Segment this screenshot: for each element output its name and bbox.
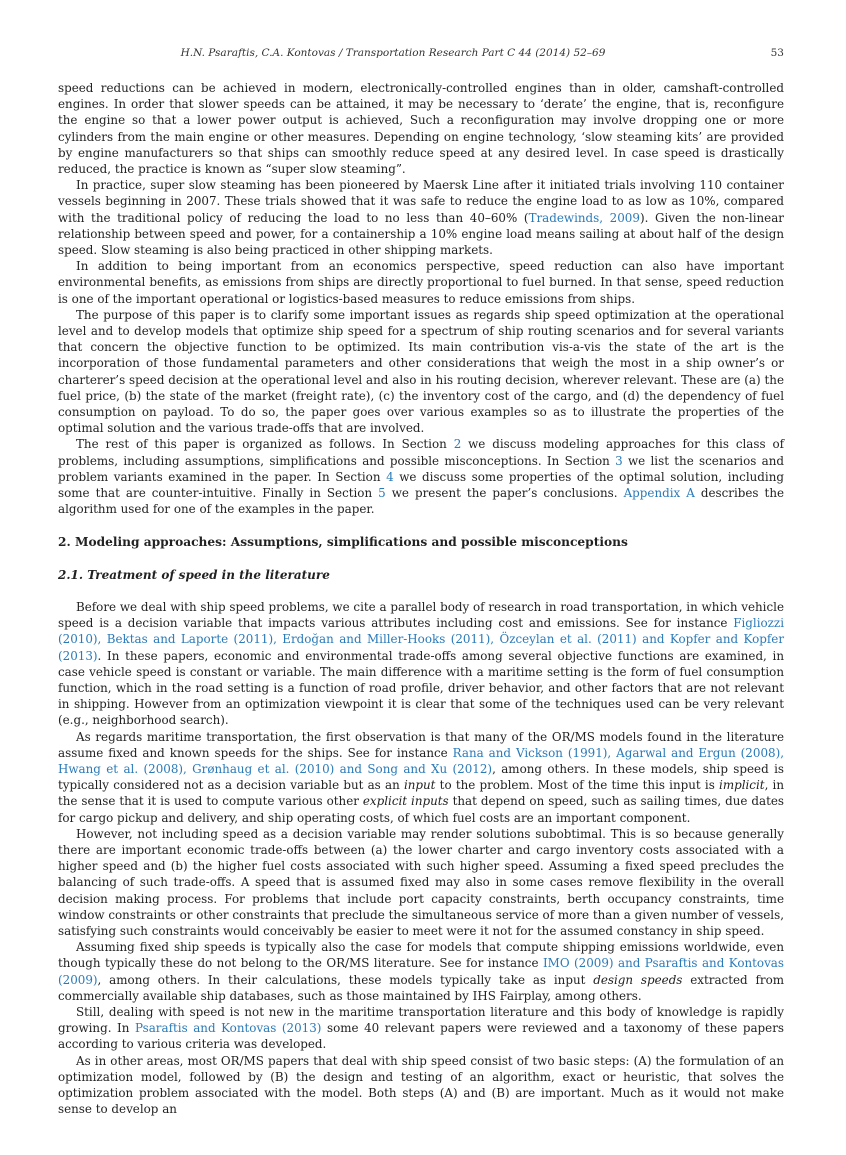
citation-link[interactable]: IMO (2009) and Psaraftis and Kontovas (2009) (58, 956, 785, 987)
text-run: ). Given the non-linear relationship between speed and power, for a containership a 10% engine load means sailing at about half of the design speed. Slow steaming is also being practiced in other shipping markets. (58, 210, 784, 258)
section-heading: 2. Modeling approaches: Assumptions, simplifications and possible misconceptions (58, 535, 628, 550)
paragraph (58, 1004, 784, 1053)
emphasis: implicit (719, 778, 765, 793)
citation-link[interactable]: Tradewinds, 2009 (528, 210, 640, 225)
text-run: . In these papers, economic and environmental trade-offs among several objective functions are examined, in case vehicle speed is constant or variable. The main difference with a maritime setting is the form of fuel consumption function, which in the road setting is a function of road profile, driver behavior, and other factors that are not relevant in shipping. However from an optimization viewpoint it is clear that some of the techniques used can be very relevant (e.g., neighborhood search). (58, 648, 784, 728)
text-run: to the problem. Most of the time this input is (435, 778, 720, 793)
text-run: , among others. In these models, ship speed is typically considered not as a decision variable but as an (58, 761, 784, 793)
running-title: H.N. Psaraftis, C.A. Kontovas / Transportation Research Part C 44 (2014) 52–69 (180, 47, 606, 59)
text-run: Still, dealing with speed is not new in the maritime transportation literature and this body of knowledge is rapidly growing. In (58, 1004, 784, 1036)
paragraph (58, 599, 784, 729)
appendix-link[interactable]: Appendix A (623, 486, 695, 501)
citation-link[interactable]: Psaraftis and Kontovas (2013) (134, 1021, 322, 1036)
text-run: In practice, super slow steaming has been pioneered by Maersk Line after it initiated trials involving 110 container vessels beginning in 2007. These trials showed that it was safe to reduce the engine load to as low as 10%, compared with the traditional policy of reducing the load to no less than 40–60% ( (58, 178, 784, 225)
citation-link[interactable]: Rana and Vickson (1991), Agarwal and Ergun (2008), Hwang et al. (2008), Grønhaug et al. (2010) and Song and Xu (2012) (58, 745, 784, 776)
section-link[interactable]: 5 (378, 486, 386, 501)
text-run: , in the sense that it is used to compute various other (58, 778, 785, 809)
paragraph (58, 939, 784, 1004)
text-run: Assuming fixed ship speeds is typically also the case for models that compute shipping emissions worldwide, even though typically these do not belong to the OR/MS literature. See for instance (58, 940, 784, 971)
section-link[interactable]: 2 (453, 437, 462, 452)
text-run: The rest of this paper is organized as follows. In Section (76, 437, 454, 452)
text-run: we discuss modeling approaches for this class of problems, including assumptions, simplifications and possible misconceptions. In Section (58, 437, 784, 468)
paragraph (58, 80, 784, 177)
text-run: that depend on speed, such as sailing times, due dates for cargo pickup and delivery, and ship operating costs, of which fuel costs are an important component. (58, 794, 784, 825)
paragraph (58, 258, 784, 307)
paragraph (58, 729, 784, 826)
text-run: we list the scenarios and problem variants examined in the paper. In Section (58, 453, 784, 484)
text-run: As regards maritime transportation, the first observation is that many of the OR/MS models found in the literature assume fixed and known speeds for the ships. See for instance (58, 729, 784, 760)
text-run: we discuss some properties of the optimal solution, including some that are counter-intuitive. Finally in Section (58, 469, 784, 501)
text-run: some 40 relevant papers were reviewed and a taxonomy of these papers according to various criteria was developed. (58, 1021, 784, 1052)
text-run: In addition to being important from an economics perspective, speed reduction can also have important environmental benefits, as emissions from ships are directly proportional to fuel burned. In that sense, speed reduction is one of the important operational or logistics-based measures to reduce emissions from ships. (58, 259, 784, 306)
running-header (62, 47, 784, 65)
text-run: describes the algorithm used for one of the examples in the paper. (58, 486, 785, 517)
text-run: , among others. In their calculations, these models typically take as input (97, 972, 594, 987)
emphasis: design speeds (593, 972, 683, 987)
body-text (58, 80, 784, 1117)
emphasis: explicit inputs (362, 794, 449, 809)
text-run: we present the paper’s conclusions. (385, 486, 624, 501)
text-run: As in other areas, most OR/MS papers that deal with ship speed consist of two basic steps: (A) the formulation of an optimization model, followed by (B) the design and testing of an algorithm, exact or heuristic, that solves the optimization problem associated with the model. Both steps (A) and (B) are important. Much as it would not make sense to develop an (58, 1053, 784, 1117)
section-link[interactable]: 4 (386, 469, 394, 484)
paragraph (58, 826, 784, 939)
subsection-heading: 2.1. Treatment of speed in the literature (58, 567, 330, 582)
paragraph (58, 307, 784, 437)
paragraph (58, 1053, 784, 1118)
text-run: However, not including speed as a decision variable may render solutions subobtimal. This is so because generally there are important economic trade-offs between (a) the lower charter and cargo inventory costs associated with a higher speed and (b) the higher fuel costs associated with such higher speed. Assuming a fixed speed precludes the balancing of such trade-offs. A speed that is assumed fixed may also in some cases remove flexibility in the overall decision making process. For problems that include port capacity constraints, berth occupancy constraints, time window constraints or other constraints that preclude the simultaneous service of more than a given number of vessels, satisfying such constraints would conceivably be easier to meet were it not for the assumed constancy in ship speed. (58, 826, 784, 938)
citation-link[interactable]: Figliozzi (2010), Bektas and Laporte (2011), Erdoğan and Miller-Hooks (2011), Özceylan et al. (2011) and Kopfer and Kopfer (2013) (58, 616, 784, 663)
emphasis: input (403, 778, 436, 793)
section-link[interactable]: 3 (615, 453, 623, 468)
paragraph (58, 177, 784, 258)
page-number: 53 (770, 47, 784, 59)
text-run: extracted from commercially available ship databases, such as those maintained by IHS Fairplay, among others. (58, 972, 784, 1003)
text-run: speed reductions can be achieved in modern, electronically-controlled engines than in older, camshaft-controlled engines. In order that slower speeds can be attained, it may be necessary to ‘derate’ the engine, that is, reconfigure the engine so that a lower power output is achieved, Such a reconfiguration may involve dropping one or more cylinders from the main engine or other measures. Depending on engine technology, ‘slow steaming kits’ are provided by engine manufacturers so that ships can smoothly reduce speed at any desired level. In case speed is drastically reduced, the practice is known as “super slow steaming”. (58, 81, 784, 177)
text-run: Before we deal with ship speed problems, we cite a parallel body of research in road transportation, in which vehicle speed is a decision variable that impacts various attributes including cost and emissions. See for instance (58, 599, 784, 631)
paragraph (58, 436, 784, 517)
text-run: The purpose of this paper is to clarify some important issues as regards ship speed optimization at the operational level and to develop models that optimize ship speed for a spectrum of ship routing scenarios and for several variants that concern the objective function to be optimized. Its main contribution vis-a-vis the state of the art is the incorporation of those fundamental parameters and other considerations that weigh the most in a ship owner’s or charterer’s speed decision at the operational level and also in his routing decision, wherever relevant. These are (a) the fuel price, (b) the state of the market (freight rate), (c) the inventory cost of the cargo, and (d) the dependency of fuel consumption on payload. To do so, the paper goes over various examples so as to illustrate the properties of the optimal solution and the various trade-offs that are involved. (58, 307, 784, 436)
